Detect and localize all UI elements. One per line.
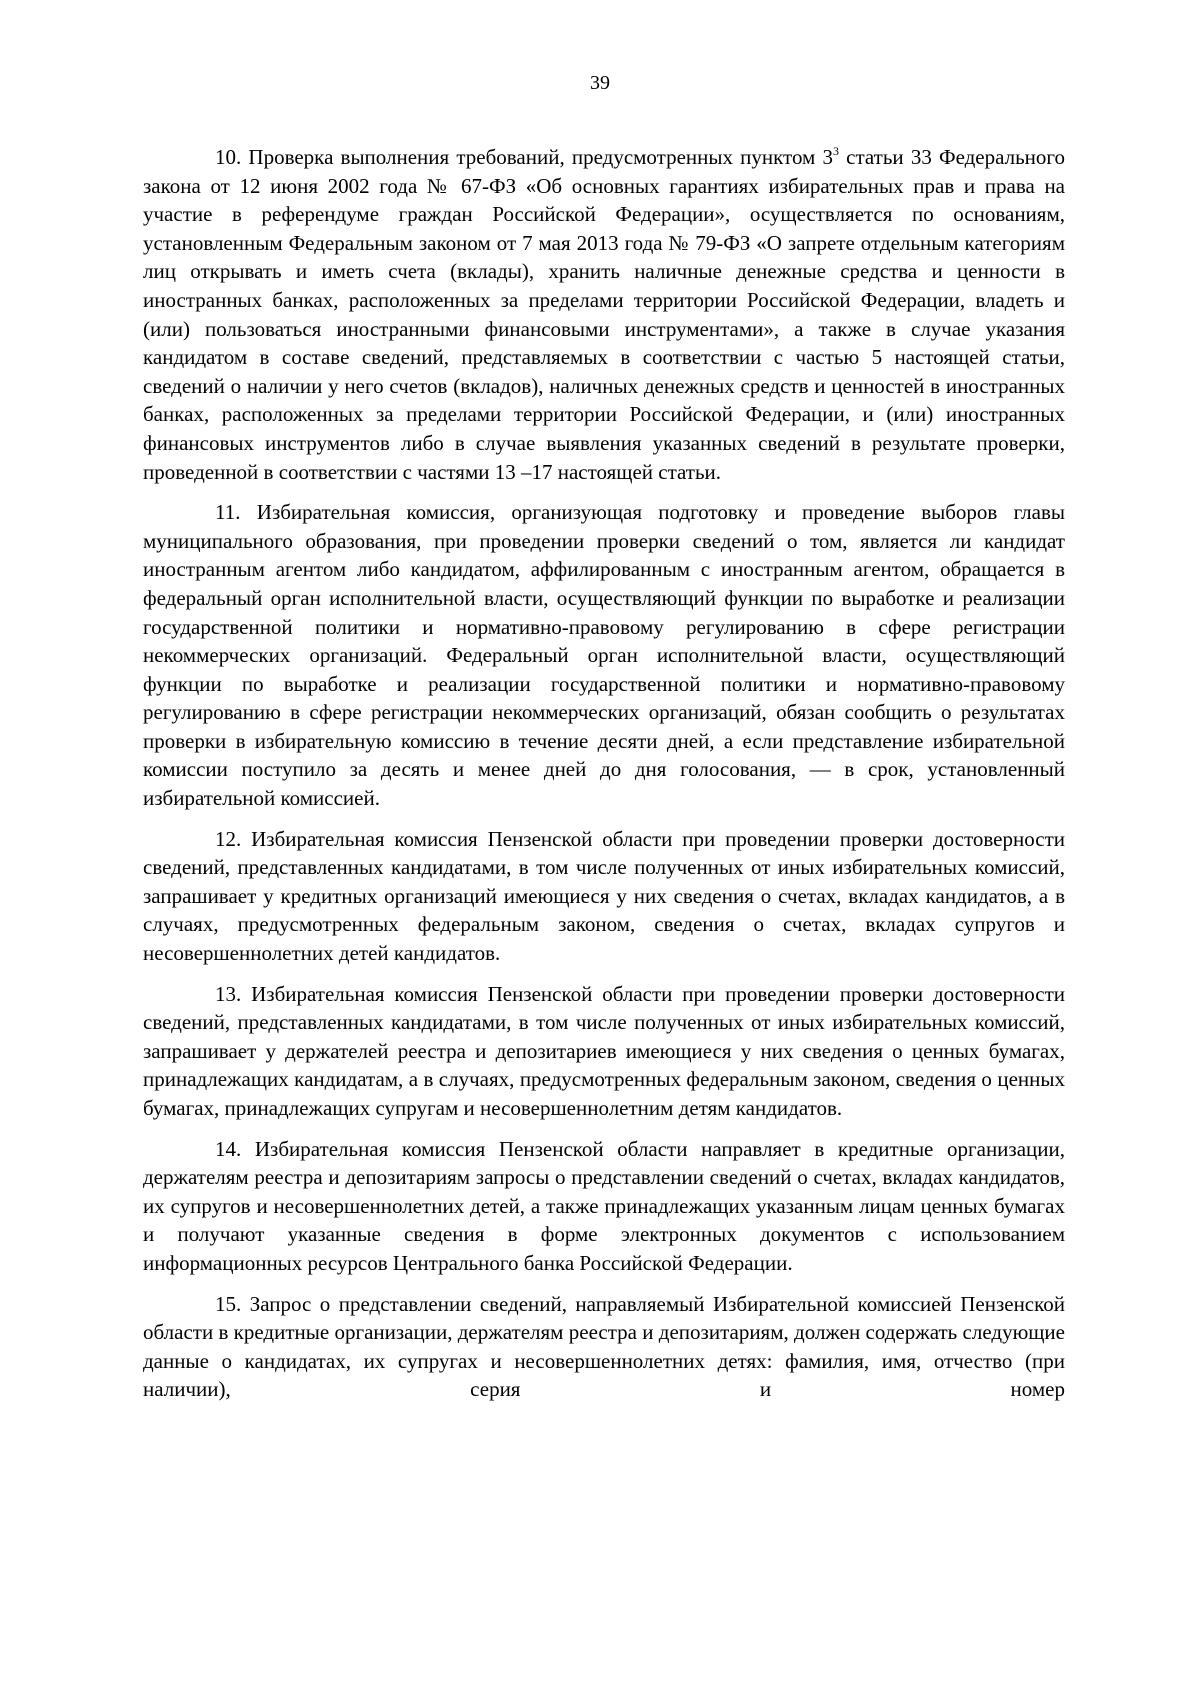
page-number: 39 [590, 72, 610, 94]
document-body [143, 143, 1065, 1416]
paragraph-15: 15. Запрос о представлении сведений, направляемый Избирательной комиссией Пензенской области в кредитные организации, держателям реестра и депозитариям, должен содержать следующие данные о кандидатах, их супругах и несовершеннолетних детях: фамилия, имя, отчество (при наличии), серия и номер [143, 1291, 1065, 1402]
paragraph-10 [143, 143, 1065, 486]
paragraph-11: 11. Избирательная комиссия, организующая подготовку и проведение выборов главы муниципального образования, при проведении проверки сведений о том, является ли кандидат иностранным агентом либо кандидатом, аффилированным с иностранным агентом, обращается в федеральный орган исполнительной власти, осуществляющий функции по выработке и реализации государственной политики и нормативно-правовому регулированию в сфере регистрации некоммерческих организаций. Федеральный орган исполнительной власти, осуществляющий функции по выработке и реализации государственной политики и нормативно-правовому регулированию в сфере регистрации некоммерческих организаций, обязан сообщить о результатах проверки в избирательную комиссию в течение десяти дней, а если представление избирательной комиссии поступило за десять и менее дней до дня голосования, — в срок, установленный избирательной комиссией. [143, 500, 1065, 811]
paragraph-13: 13. Избирательная комиссия Пензенской области при проведении проверки достоверности сведений, представленных кандидатами, в том числе полученных от иных избирательных комиссий, запрашивает у держателей реестра и депозитариев имеющиеся у них сведения о ценных бумагах, принадлежащих кандидатам, а в случаях, предусмотренных федеральным законом, сведения о ценных бумагах, принадлежащих супругам и несовершеннолетним детям кандидатов. [143, 981, 1065, 1120]
superscript-mark: 3 [833, 144, 839, 158]
paragraph-12: 12. Избирательная комиссия Пензенской области при проведении проверки достоверности сведений, представленных кандидатами, в том числе полученных от иных избирательных комиссий, запрашивает у кредитных организаций имеющиеся у них сведения о счетах, вкладах кандидатов, а в случаях, предусмотренных федеральным законом, сведения о счетах, вкладах супругов и несовершеннолетних детей кандидатов. [143, 826, 1065, 966]
paragraph-10-text-end: статьи 33 Федерального закона от 12 июня 2002 года № 67-ФЗ «Об основных гарантиях избирательных прав и права на участие в референдуме граждан Российской Федерации», осуществляется по основаниям, установленным Федеральным законом от 7 мая 2013 года № 79-ФЗ «О запрете отдельным категориям лиц открывать и иметь счета (вклады), хранить наличные денежные средства и ценности в иностранных банках, расположенных за пределами территории Российской Федерации, владеть и (или) пользоваться иностранными финансовыми инструментами», а также в случае указания кандидатом в составе сведений, представляемых в соответствии с частью 5 настоящей статьи, сведений о наличии у него счетов (вкладов), наличных денежных средств и ценностей в иностранных банках, расположенных за пределами территории Российской Федерации, и (или) иностранных финансовых инструментов либо в случае выявления указанных сведений в результате проверки, проведенной в соответствии с частями 13 –17 настоящей статьи. [143, 145, 1066, 484]
paragraph-10-text-start: 10. Проверка выполнения требований, предусмотренных пунктом 3 [215, 145, 833, 169]
paragraph-14: 14. Избирательная комиссия Пензенской области направляет в кредитные организации, держателям реестра и депозитариям запросы о представлении сведений о счетах, вкладах кандидатов, их супругов и несовершеннолетних детей, а также принадлежащих указанным лицам ценных бумагах и получают указанные сведения в форме электронных документов с использованием информационных ресурсов Центрального банка Российской Федерации. [143, 1136, 1065, 1275]
